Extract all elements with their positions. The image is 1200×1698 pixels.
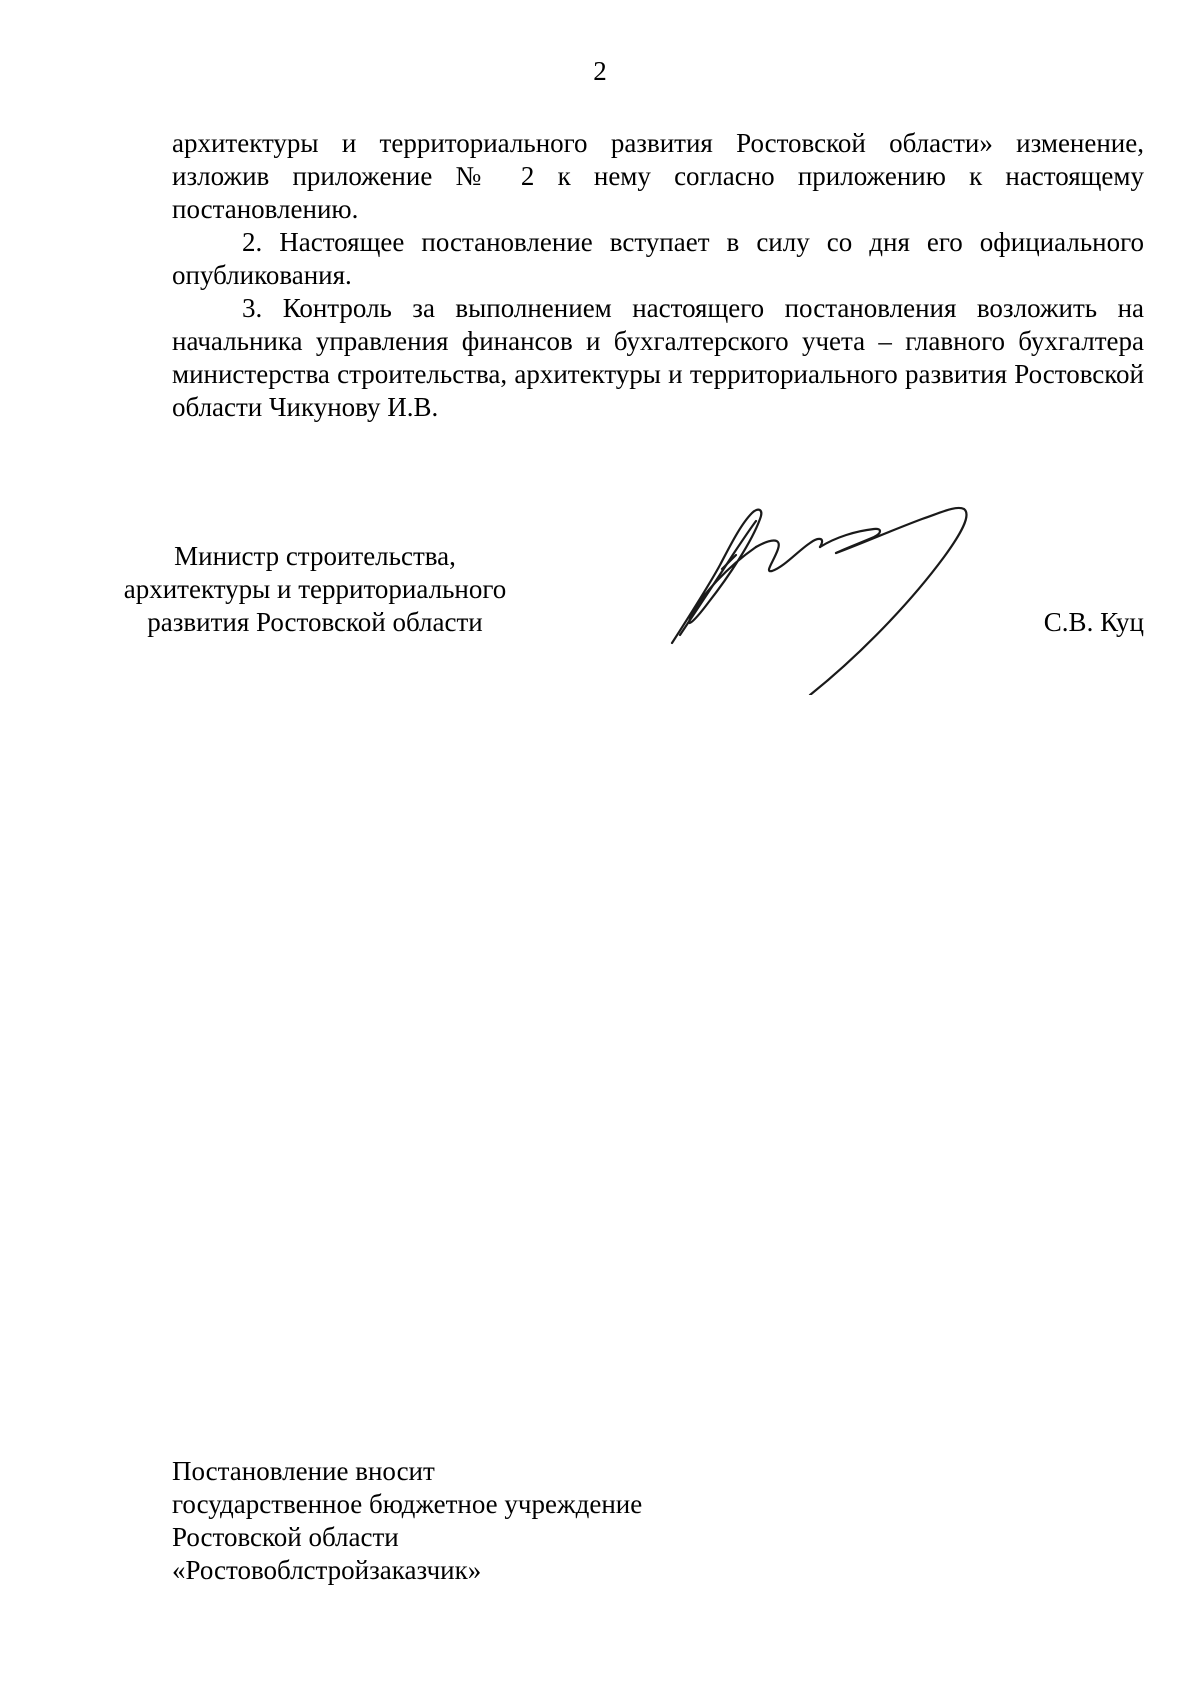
submitter-note <box>172 1455 872 1587</box>
submitter-line: Ростовской области <box>172 1522 399 1552</box>
paragraph-continuation: архитектуры и территориального развития Ростовской области» изменение, изложив приложение № 2 к нему согласно приложению к настоящему постановлению. <box>172 128 1144 224</box>
paragraph-item-3: 3. Контроль за выполнением настоящего постановления возложить на начальника управления финансов и бухгалтерского учета – главного бухгалтера министерства строительства, архитектуры и территориального развития Ростовской области Чикунову И.В. <box>172 293 1144 422</box>
signer-position <box>100 540 530 639</box>
signer-position-line: Министр строительства, <box>174 541 456 571</box>
page-number: 2 <box>593 56 607 86</box>
paragraph-item-2: 2. Настоящее постановление вступает в силу со дня его официального опубликования. <box>172 227 1144 290</box>
signer-name: С.В. Куц <box>1043 607 1144 637</box>
handwritten-signature <box>660 495 1000 695</box>
submitter-line: «Ростовоблстройзаказчик» <box>172 1555 482 1585</box>
submitter-line: государственное бюджетное учреждение <box>172 1489 643 1519</box>
document-body <box>172 127 1144 424</box>
signer-position-line: развития Ростовской области <box>147 607 483 637</box>
signer-position-line: архитектуры и территориального <box>123 574 507 604</box>
submitter-line: Постановление вносит <box>172 1456 435 1486</box>
